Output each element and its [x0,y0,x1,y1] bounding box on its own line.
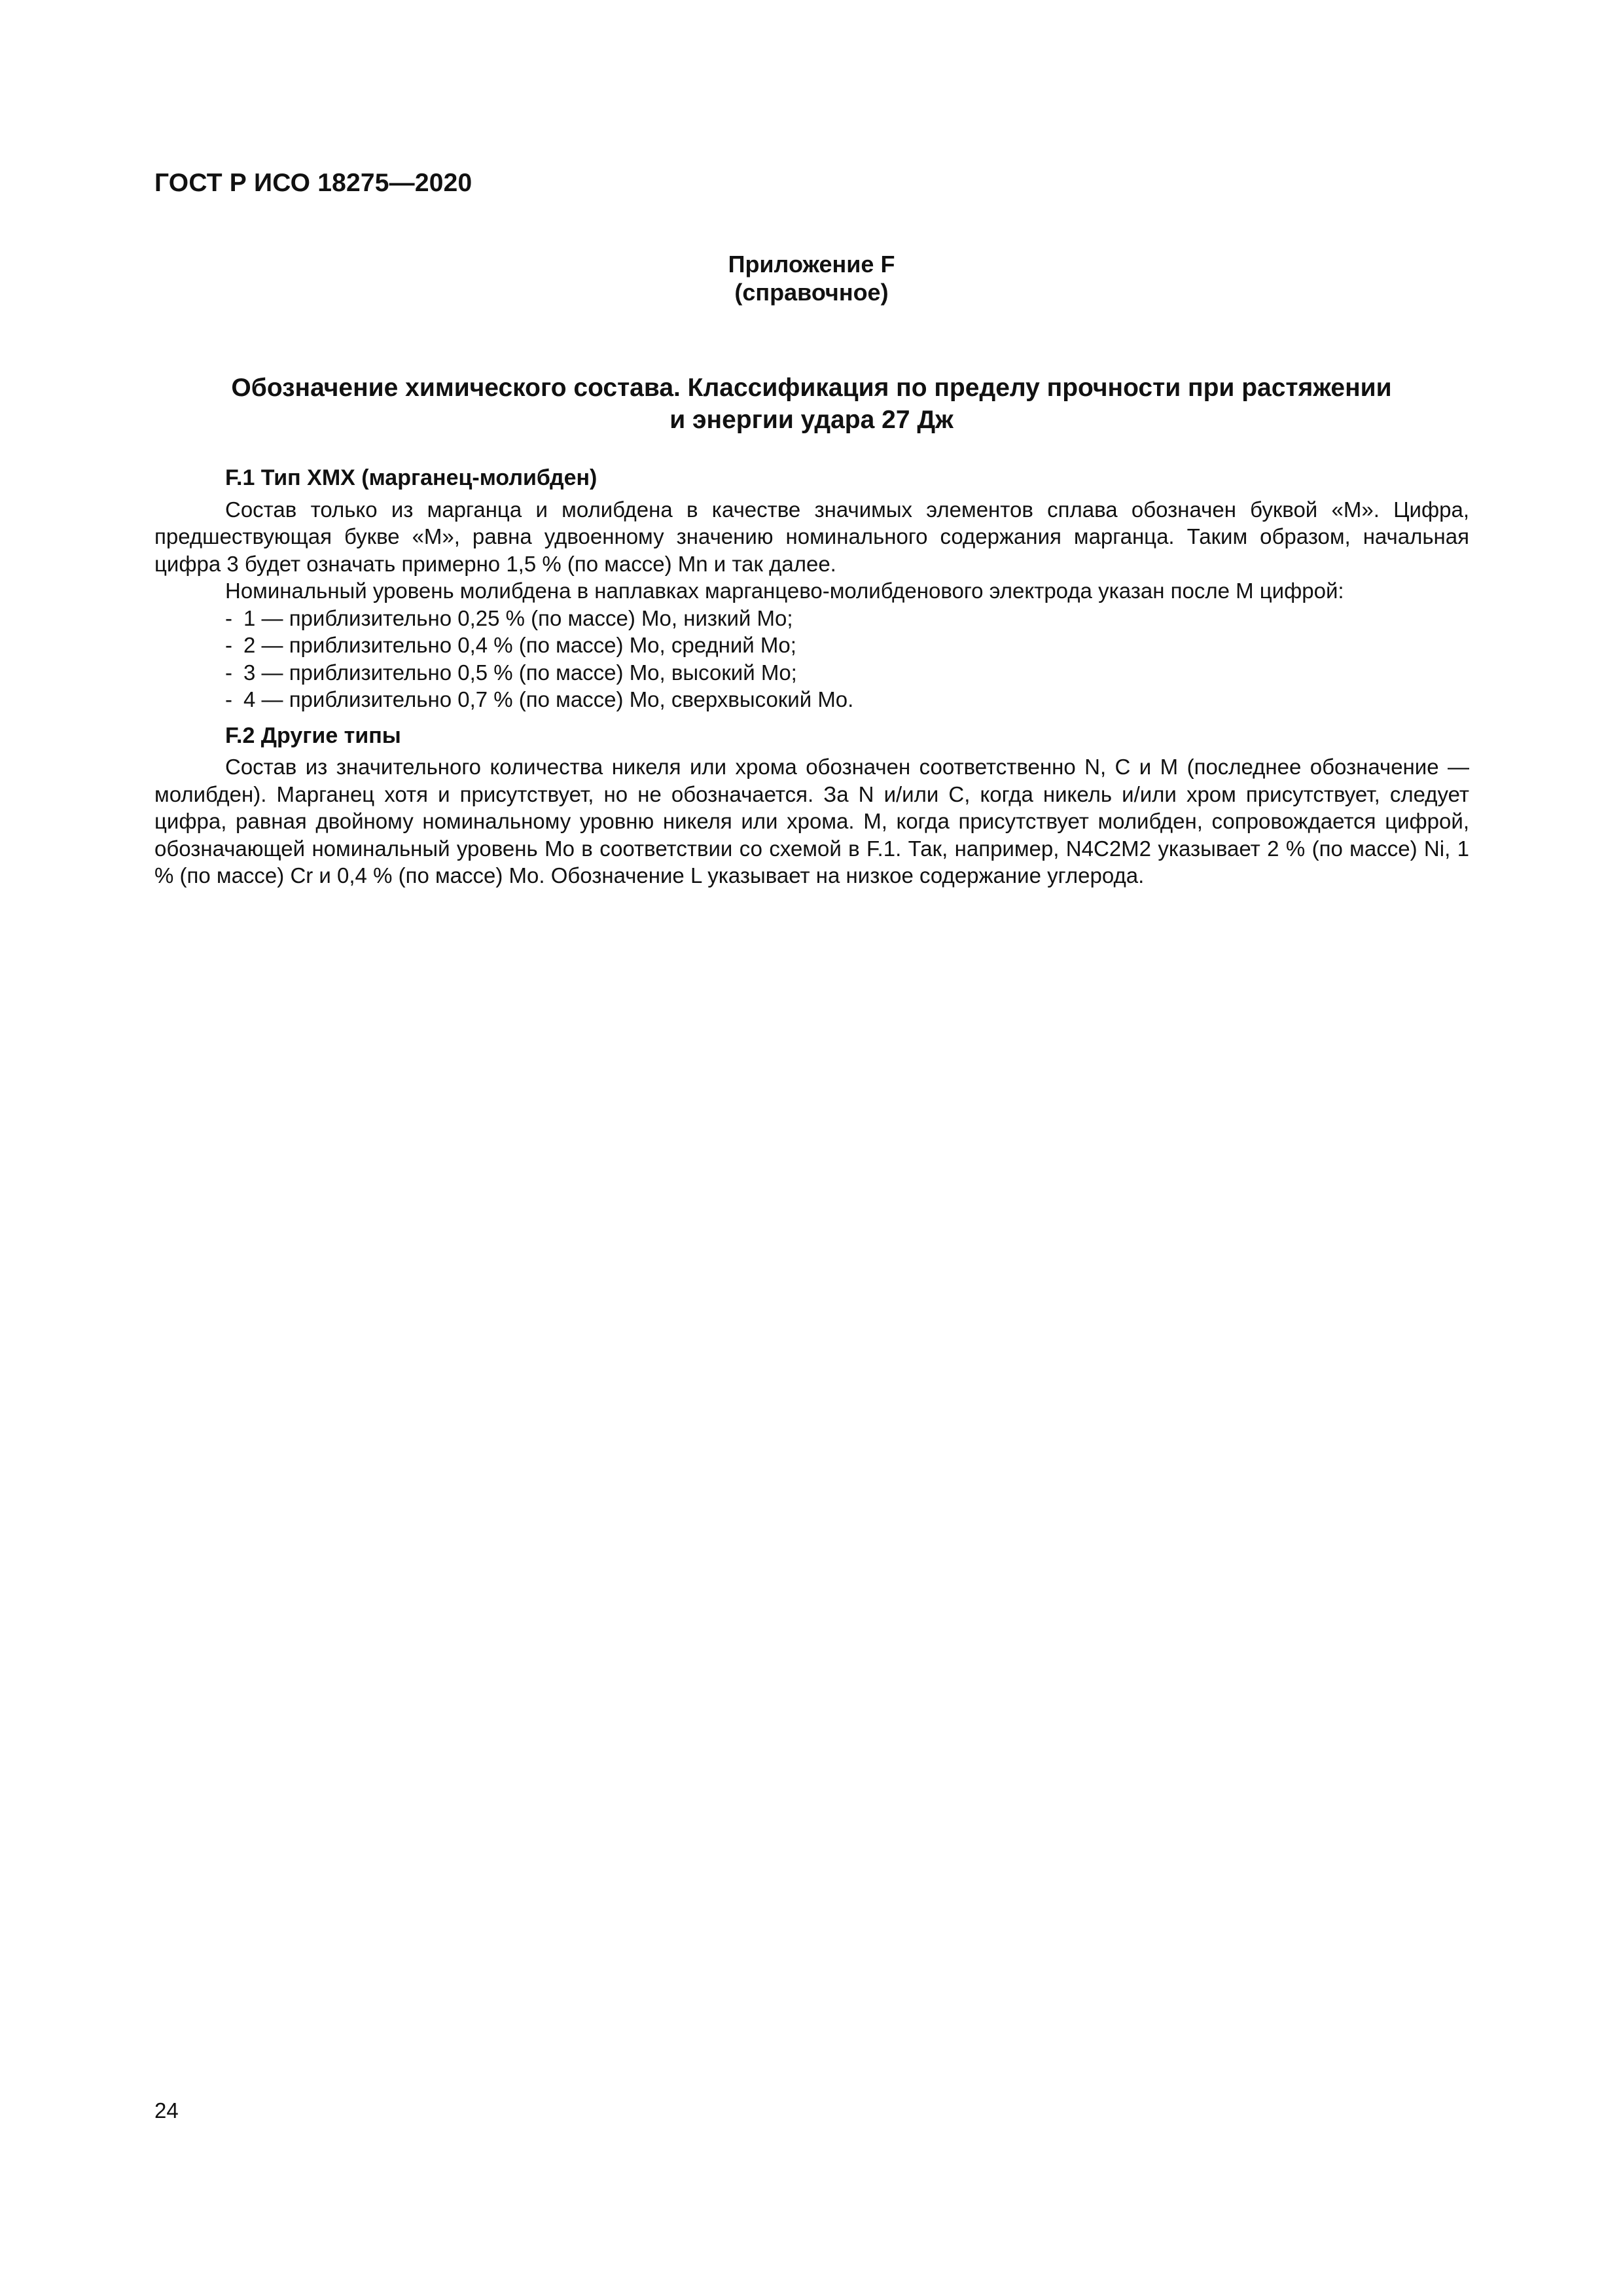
list-item-text: 3 — приблизительно 0,5 % (по массе) Mo, высокий Mo; [243,660,797,685]
list-bullet: - [225,687,232,711]
section-heading: F.1 Тип XMX (марганец-молибден) [225,465,597,490]
list-item-text: 1 — приблизительно 0,25 % (по массе) Mo, низкий Mo; [243,605,793,630]
list-bullet: - [225,660,232,685]
molybdenum-level-list [154,605,1469,713]
list-item-text: 4 — приблизительно 0,7 % (по массе) Mo, сверхвысокий Mo. [243,687,854,711]
list-item [154,686,1469,713]
paragraph: Состав из значительного количества никеля или хрома обозначен соответственно N, С и М (последнее обозначение — молибден). Марганец хотя и присутствует, но не обозначается. За N и/или С, когда никель и/или хром присутствует, следует цифра, равная двойному номинальному уровню никеля или хрома. М, когда присутствует молибден, сопровождается цифрой, обозначающей номинальный уровень Mo в соответствии со схемой в F.1. Так, например, N4C2M2 указывает 2 % (по массе) Ni, 1 % (по массе) Cr и 0,4 % (по массе) Mo. Обозначение L указывает на низкое содержание углерода. [154,755,1469,888]
list-bullet: - [225,605,232,630]
annex-name: Приложение F [728,251,895,278]
section-heading: F.2 Другие типы [225,723,401,748]
section-f2 [154,723,1469,889]
page-number: 24 [154,2098,179,2123]
annex-title [183,372,1440,436]
annex-title-line-1: Обозначение химического состава. Классификация по пределу прочности при растяжении [231,374,1392,402]
paragraph: Номинальный уровень молибдена в наплавках марганцево-молибденового электрода указан после М цифрой: [225,579,1344,603]
list-item [154,659,1469,687]
list-item-text: 2 — приблизительно 0,4 % (по массе) Mo, средний Mo; [243,633,796,657]
paragraph: Состав только из марганца и молибдена в качестве значимых элементов сплава обозначен буквой «М». Цифра, предшествующая букве «М», равна удвоенному значению номинального содержания марганца. Таким образом, начальная цифра 3 будет означать примерно 1,5 % (по массе) Mn и так далее. [154,497,1469,576]
list-bullet: - [225,633,232,657]
document-code-header: ГОСТ Р ИСО 18275—2020 [154,169,473,197]
section-f1 [154,465,1469,713]
annex-status: (справочное) [734,279,889,306]
document-body [154,465,1469,889]
list-item [154,632,1469,659]
annex-title-line-2: и энергии удара 27 Дж [669,406,954,434]
list-item [154,605,1469,632]
